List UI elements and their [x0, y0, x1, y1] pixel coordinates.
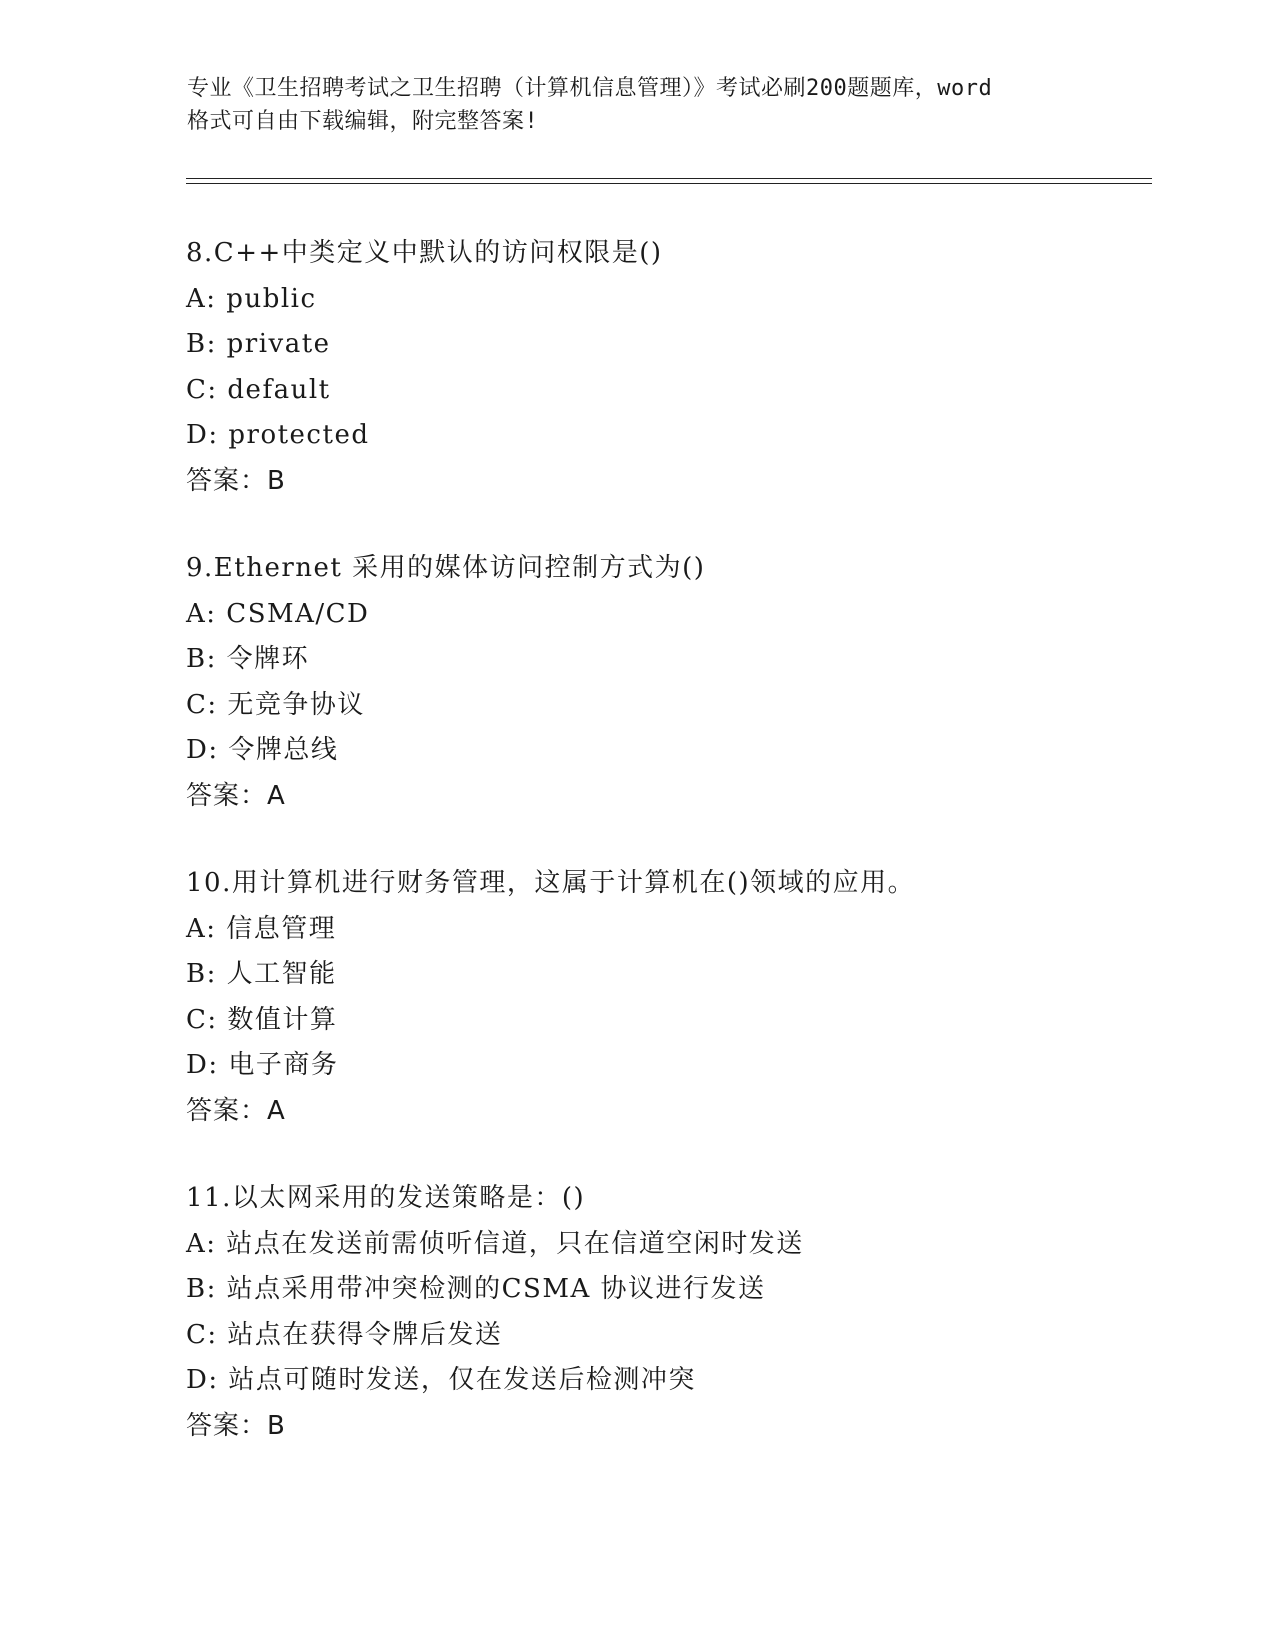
- header-line-2: 格式可自由下载编辑，附完整答案!: [187, 109, 539, 134]
- question-11: [186, 1176, 1186, 1449]
- option-d: D: protected: [186, 420, 370, 450]
- option-a: A: 信息管理: [186, 913, 337, 944]
- question-8: [186, 231, 1186, 504]
- document-header: [187, 72, 1087, 138]
- header-double-rule: [186, 178, 1152, 184]
- question-stem: 11.以太网采用的发送策略是：(): [186, 1183, 586, 1213]
- option-a: A: 站点在发送前需侦听信道，只在信道空闲时发送: [186, 1228, 804, 1259]
- answer: 答案：B: [186, 465, 286, 496]
- option-d: D: 令牌总线: [186, 735, 339, 765]
- question-stem: 8.C++中类定义中默认的访问权限是(): [186, 238, 663, 268]
- question-9: [186, 546, 1186, 819]
- question-stem: 9.Ethernet 采用的媒体访问控制方式为(): [186, 553, 706, 583]
- option-b: B: 站点采用带冲突检测的CSMA 协议进行发送: [186, 1274, 766, 1304]
- question-10: [186, 861, 1186, 1134]
- rule-line-bottom: [186, 183, 1152, 184]
- answer: 答案：B: [186, 1410, 286, 1441]
- option-b: B: private: [186, 329, 331, 359]
- option-c: C: default: [186, 374, 331, 405]
- header-line-1: 专业《卫生招聘考试之卫生招聘（计算机信息管理）》考试必刷200题题库，word: [187, 76, 993, 101]
- rule-line-top: [186, 178, 1152, 179]
- option-d: D: 电子商务: [186, 1050, 339, 1080]
- option-a: A: CSMA/CD: [186, 598, 370, 629]
- option-d: D: 站点可随时发送，仅在发送后检测冲突: [186, 1365, 696, 1395]
- option-b: B: 令牌环: [186, 644, 310, 674]
- option-b: B: 人工智能: [186, 959, 337, 989]
- answer: 答案：A: [186, 780, 286, 811]
- option-c: C: 站点在获得令牌后发送: [186, 1319, 503, 1350]
- answer: 答案：A: [186, 1095, 286, 1126]
- option-c: C: 无竞争协议: [186, 689, 365, 720]
- option-c: C: 数值计算: [186, 1004, 338, 1035]
- option-a: A: public: [186, 283, 317, 314]
- question-stem: 10.用计算机进行财务管理，这属于计算机在()领域的应用。: [186, 868, 916, 898]
